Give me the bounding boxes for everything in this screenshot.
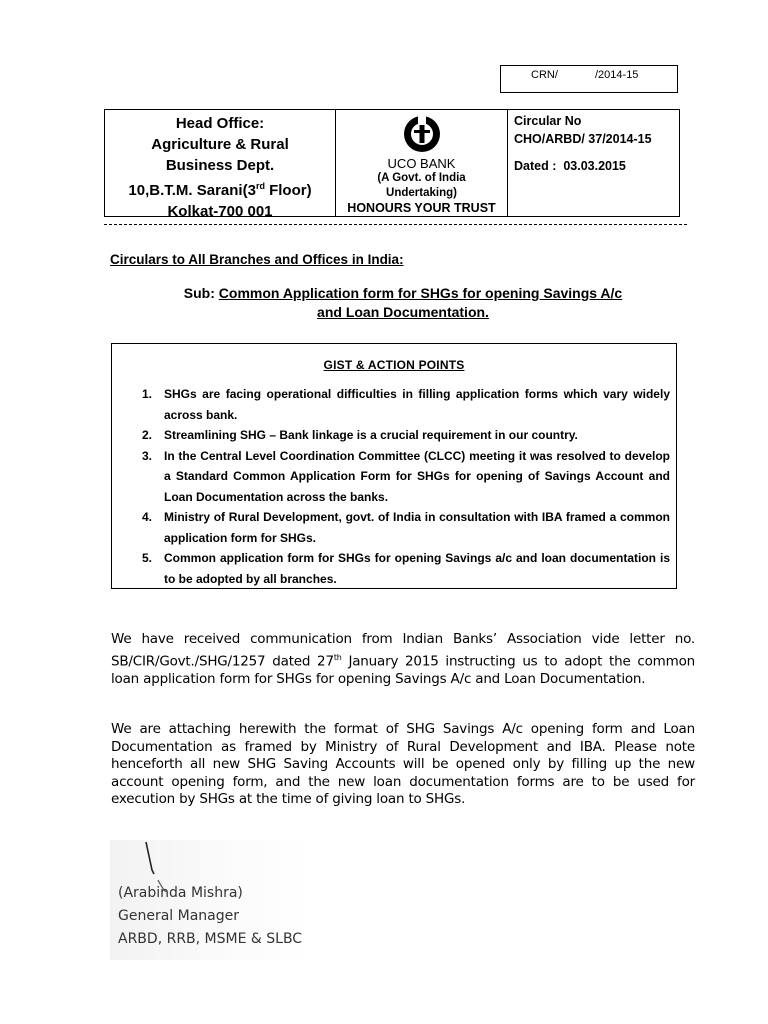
subject-text-line2: and Loan Documentation. [317,304,489,320]
head-office-dept-line1: Agriculture & Rural [151,136,289,153]
list-item: 2. Streamlining SHG – Bank linkage is a crucial requirement in our country. [141,428,578,442]
circular-label: Circular No [514,114,582,128]
bank-cell [336,110,508,216]
head-office-address: 10,B.T.M. Sarani(3rd Floor) [128,181,312,199]
circular-date: Dated : 03.03.2015 [514,159,626,173]
list-item: 5. Common application form for SHGs for opening Savings a/c and loan documentation is to be adopted by all branches. [141,551,670,586]
bank-name: UCO BANK [387,156,456,171]
signatory-title: General Manager [118,908,239,924]
gist-title: GIST & ACTION POINTS [323,358,465,372]
subject-line: Sub: Common Application form for SHGs for opening Savings A/c and Loan Documentation. [183,285,623,320]
bank-motto: HONOURS YOUR TRUST [347,201,496,215]
uco-bank-logo-icon [402,114,442,154]
head-office-dept-line2: Business Dept. [165,157,275,174]
circular-cell [508,110,679,216]
separator-line [104,224,687,225]
crn-box [500,65,678,93]
crn-label: CRN/ [531,69,558,81]
body-paragraph-2: We are attaching herewith the format of SHG Savings A/c opening form and Loan Documentation as framed by Ministry of Rural Development and IBA. Please note henceforth all new SHG Saving Accounts will be opened only by filling up the new account opening form, and the new loan documentation forms are to be used for execution by SHGs at the time of giving loan to SHGs. [111,721,695,807]
list-item: 4. Ministry of Rural Development, govt. of India in consultation with IBA framed a common application form for SHGs. [141,510,670,545]
signatory-dept: ARBD, RRB, MSME & SLBC [118,931,303,947]
crn-value: /2014-15 [595,69,639,81]
subject-text-line1: Common Application form for SHGs for opening Savings A/c [218,285,623,301]
head-office-cell [105,110,336,220]
bank-govt-line1: (A Govt. of India [377,172,466,184]
list-item: 1. SHGs are facing operational difficulties in filling application forms which vary widely across bank. [141,387,670,422]
letterhead-table [104,109,680,220]
bank-govt-line2: Undertaking) [386,187,457,199]
signature-block [110,840,310,960]
body-paragraph-1: We have received communication from Indian Banks’ Association vide letter no. SB/CIR/Govt./SHG/1257 dated 27th January 2015 instructing us to adopt the common loan application form for SHGs for opening Savings A/c and Loan Documentation. [111,631,695,687]
circular-number: CHO/ARBD/ 37/2014-15 [514,132,652,146]
gist-list [124,384,670,589]
head-office-title: Head Office: [175,115,265,132]
signatory-name: (Arabinda Mishra) [118,885,243,901]
list-item: 3. In the Central Level Coordination Committee (CLCC) meeting it was resolved to develop a Standard Common Application Form for SHGs for opening of Savings Account and Loan Documentation across the banks. [141,448,670,504]
gist-action-points-box [111,343,677,589]
circulars-to-heading: Circulars to All Branches and Offices in India: [110,252,404,267]
head-office-city: Kolkat-700 001 [167,203,273,220]
